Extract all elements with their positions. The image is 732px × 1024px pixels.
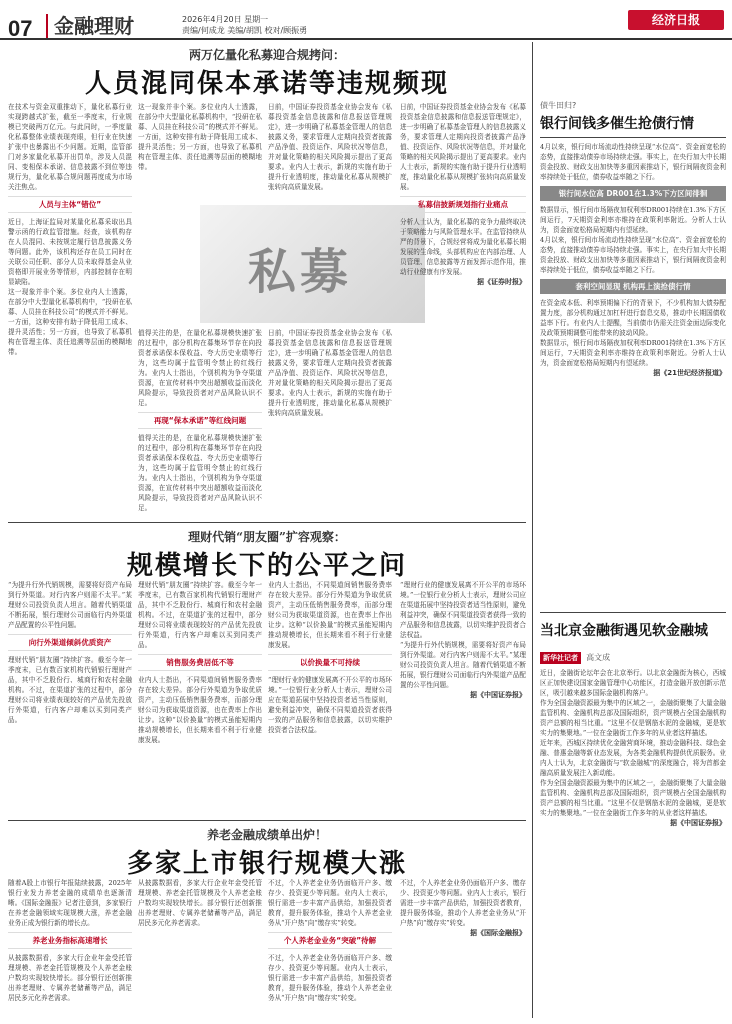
article-byline: 据《21世纪经济报道》 bbox=[653, 369, 726, 377]
article-paragraph: 理财代销“朋友圈”持续扩容。截至今年一季度末，已有数百家机构代销银行理财产品，其中不乏股份行、城商行和农村金融机构。不过，在渠道扩张的过程中，部分理财公司将业绩表现较好的产品优先投放行外渠道，行内客户却难以买到同类产品。 bbox=[8, 656, 132, 724]
article-column bbox=[400, 102, 526, 518]
section-heading: 私募信披新规划指行业痛点 bbox=[400, 196, 526, 213]
article-kicker: 债牛田归? bbox=[540, 101, 577, 110]
section-heading: 养老业务指标高速增长 bbox=[8, 932, 132, 949]
article-paragraph: 近日，上海证监局对某量化私募采取出具警示函的行政监管措施。经查，该机构存在人员混同、未按规定履行信息披露义务等问题。此外，该机构还存在员工同时在关联公司任职、部分人员未取得基金从业资格即开展业务等情形，内部控制存在明显缺陷。 bbox=[8, 218, 132, 286]
article-paragraph: “理财行业的健康发展离不开公平的市场环境。”一位银行业分析人士表示，理财公司应在渠道拓展中坚持投资者适当性原则，避免利益冲突，确保不同渠道投资者获得一致的产品服务和信息披露，以切实维护投资者合法权益。 bbox=[400, 581, 526, 639]
article-paragraph: 随着A股上市银行年报陆续披露，2025年银行业发力养老金融的成绩单也逐渐清晰。《国际金融报》记者注意到，多家银行在养老金融领域实现规模大涨，养老金融业务正成为银行新的增长点。 bbox=[8, 879, 132, 927]
article-column bbox=[540, 668, 726, 828]
article-subtitle: 养老金融成绩单出炉！ bbox=[206, 828, 327, 842]
article-paragraph: 数据显示，银行间市场隔夜加权利率DR001持续在1.3%下方区间运行，7天期资金利率亦维持在政策利率附近。分析人士认为，资金面宽松格局短期内有望延续。 bbox=[540, 206, 726, 234]
article-paragraph: 不过，个人养老金业务仍面临开户多、缴存少、投资更少等问题。业内人士表示，银行需进一步丰富产品供给，加强投资者教育，提升服务体验，推动个人养老金业务从“开户热”向“缴存实”转变。 bbox=[268, 879, 392, 927]
article-subtitle: 理财代销“朋友圈”扩容观察： bbox=[188, 530, 346, 544]
article-paragraph: “为提升行外代销规模，需要将好资产布局到行外渠道。对行内客户则需不太平。”某理财公司投资负责人坦言。随着代销渠道不断拓展，银行理财公司面临行内外渠道产品配置的公平性问题。 bbox=[400, 641, 526, 689]
article-photo bbox=[200, 205, 425, 323]
article-paragraph: 4月以来，银行间市场流动性持续呈现“水位高”、资金面宽松的态势，直接推动债券市场持续走强。事实上，在央行加大中长期资金投放、财政支出加快等多重因素推动下，银行间隔夜资金利率持续处于低位，债券收益率随之下行。 bbox=[540, 143, 726, 181]
article-headline: 规模增长下的公平之问 bbox=[126, 551, 407, 581]
issue-meta bbox=[182, 14, 307, 36]
article-headline: 当北京金融街遇见软金融城 bbox=[540, 623, 708, 639]
article-column bbox=[8, 878, 132, 1020]
right-article-financial-street bbox=[540, 618, 726, 1018]
section-heading: 银行间水位高 DR001在1.3%下方区间徘徊 bbox=[540, 186, 726, 201]
section-heading: 套利空间显现 机构再上演抢债行情 bbox=[540, 279, 726, 294]
section-heading: 人员与主体“错位” bbox=[8, 196, 132, 213]
article-paragraph: 这一现象并非个案。多位业内人士透露，在部分中大型量化私募机构中，“投研在私募、人员挂在科技公司”的模式并不鲜见。一方面，这种安排有助于降低用工成本、提升灵活性；另一方面，也导致了私募机构在管理主体、责任追溯等层面的模糊地带。 bbox=[8, 288, 132, 356]
article-divider bbox=[8, 522, 526, 523]
section-heading: 以价换量不可持续 bbox=[268, 654, 392, 671]
article-headline: 多家上市银行规模大涨 bbox=[126, 849, 407, 879]
article-paragraph: 不过，个人养老金业务仍面临开户多、缴存少、投资更少等问题。业内人士表示，银行需进一步丰富产品供给，加强投资者教育，提升服务体验，推动个人养老金业务从“开户热”向“缴存实”转变。 bbox=[400, 879, 526, 927]
photo-caption-text: 私募 bbox=[248, 244, 353, 300]
section-heading: 向行外渠道倾斜优质资产 bbox=[8, 634, 132, 651]
article-paragraph: 近年来，西城区持续优化金融营商环境，推动金融科技、绿色金融、普惠金融等新业态发展，为各类金融机构提供优质服务。业内人士认为，北京金融街与“软金融城”的深度融合，将为首都金融高质量发展注入新动能。 bbox=[540, 739, 726, 777]
headline-rule bbox=[540, 137, 726, 138]
article-paragraph: 业内人士指出，不同渠道间销售服务费率存在较大差异。部分行外渠道为争取优质资产，主动压低销售服务费率，而部分理财公司为获取渠道资源，也在费率上作出让步。这种“以价换量”的模式虽能短期内推动规模增长，但长期来看不利于行业健康发展。 bbox=[138, 676, 262, 744]
article-byline: 据《中国证券报》 bbox=[670, 819, 726, 827]
column-divider bbox=[532, 42, 533, 1018]
author-tag: 新华社记者 bbox=[540, 652, 581, 664]
article-column bbox=[138, 102, 262, 202]
newspaper-logo: 经济日报 bbox=[628, 10, 724, 30]
page-header bbox=[0, 0, 732, 40]
article-private-fund bbox=[8, 46, 526, 99]
section-heading: 个人养老金业务“突破”待解 bbox=[268, 932, 392, 949]
issue-date: 2026年4月20日 星期一 bbox=[182, 15, 269, 24]
article-paragraph: 在技术与资金双重推动下，量化私募行业实现跨越式扩张，截至一季度末，行业规模已突破两万亿元。与此同时，一季度量化私募整体业绩表现亮眼，但行业在快速扩张中也暴露出不少问题。近期，监管部门对多家量化私募开出罚单，涉及人员混同、变相保本承诺、信息披露不到位等违规行为，量化私募合规问题再度成为市场关注焦点。 bbox=[8, 103, 132, 191]
article-column bbox=[8, 102, 132, 518]
article-paragraph: “理财行业的健康发展离不开公平的市场环境。”一位银行业分析人士表示，理财公司应在渠道拓展中坚持投资者适当性原则，避免利益冲突，确保不同渠道投资者获得一致的产品服务和信息披露，以切实维护投资者合法权益。 bbox=[268, 676, 392, 734]
article-paragraph: 日前，中国证券投资基金业协会发布《私募投资基金信息披露和信息报送管理规定》，进一步明确了私募基金管理人的信息披露义务，要求管理人定期向投资者披露产品净值、投资运作、风险状况等信息，并对量化策略的相关风险揭示提出了更高要求。业内人士表示，新规的实施有助于提升行业透明度，推动量化私募从规模扩张转向高质量发展。 bbox=[400, 103, 526, 191]
article-paragraph: 在资金成本低、利率预期偏下行的背景下，不少机构加大债券配置力度，部分机构通过加杠杆进行套息交易，推动中长期国债收益率下行。有业内人士提醒，当前债市仍需关注资金面边际变化及政策预期调整可能带来的波动风险。 bbox=[540, 299, 726, 337]
article-headline: 人员混同保本承诺等违规频现 bbox=[84, 69, 449, 99]
article-pension-finance bbox=[8, 826, 526, 879]
article-column bbox=[400, 878, 526, 1020]
article-paragraph: 从披露数据看，多家大行企业年金受托管理规模、养老金托管规模及个人养老金账户数均实现较快增长。部分银行还创新推出养老理财、专属养老储蓄等产品，满足居民多元化养老需求。 bbox=[8, 954, 132, 1002]
article-column bbox=[138, 878, 262, 1020]
article-author: 高文成 bbox=[586, 653, 611, 662]
article-paragraph: 值得关注的是，在量化私募规模快速扩张的过程中，部分机构在募集环节存在向投资者承诺保本保收益、夸大历史业绩等行为，这些均属于监管明令禁止的红线行为。业内人士指出，个别机构为争夺渠道资源，在宣传材料中突出超额收益而淡化风险提示，导致投资者对产品风险认识不足。 bbox=[138, 434, 262, 512]
article-paragraph: 值得关注的是，在量化私募规模快速扩张的过程中，部分机构在募集环节存在向投资者承诺保本保收益、夸大历史业绩等行为，这些均属于监管明令禁止的红线行为。业内人士指出，个别机构为争夺渠道资源，在宣传材料中突出超额收益而淡化风险提示，导致投资者对产品风险认识不足。 bbox=[138, 329, 262, 407]
article-column bbox=[138, 580, 262, 816]
article-subtitle: 两万亿量化私募迎合规拷问： bbox=[188, 48, 345, 62]
article-paragraph: 不过，个人养老金业务仍面临开户多、缴存少、投资更少等问题。业内人士表示，银行需进一步丰富产品供给，加强投资者教育，提升服务体验，推动个人养老金业务从“开户热”向“缴存实”转变。 bbox=[268, 954, 392, 1002]
section-title: 金融理财 bbox=[46, 14, 140, 38]
article-headline: 银行间钱多催生抢债行情 bbox=[540, 116, 694, 132]
article-column bbox=[268, 580, 392, 816]
article-column bbox=[268, 328, 392, 518]
article-column bbox=[268, 102, 392, 198]
section-heading: 再现“保本承诺”等红线问题 bbox=[138, 412, 262, 429]
article-wealth-management bbox=[8, 528, 526, 581]
article-divider bbox=[540, 612, 726, 613]
article-paragraph: 作为全国金融资源最为集中的区域之一，金融街聚集了大量金融监管机构、金融机构总部及国际组织，资产规模占全国金融机构资产总额的相当比重。“这里不仅是钢筋水泥的金融城，更是软实力的集聚地。”一位在金融街工作多年的从业者这样描述。 bbox=[540, 699, 726, 737]
article-column bbox=[138, 328, 262, 518]
article-byline: 据《国际金融报》 bbox=[470, 929, 526, 937]
article-column bbox=[400, 580, 526, 816]
section-heading: 销售服务费居低不等 bbox=[138, 654, 262, 671]
article-divider bbox=[8, 820, 526, 821]
article-paragraph: “为提升行外代销规模，需要将好资产布局到行外渠道。对行内客户则需不太平。”某理财公司投资负责人坦言。随着代销渠道不断拓展，银行理财公司面临行内外渠道产品配置的公平性问题。 bbox=[8, 581, 132, 629]
article-paragraph: 理财代销“朋友圈”持续扩容。截至今年一季度末，已有数百家机构代销银行理财产品，其中不乏股份行、城商行和农村金融机构。不过，在渠道扩张的过程中，部分理财公司将业绩表现较好的产品优先投放行外渠道，行内客户却难以买到同类产品。 bbox=[138, 581, 262, 649]
article-paragraph: 业内人士指出，不同渠道间销售服务费率存在较大差异。部分行外渠道为争取优质资产，主动压低销售服务费率，而部分理财公司为获取渠道资源，也在费率上作出让步。这种“以价换量”的模式虽能短期内推动规模增长，但长期来看不利于行业健康发展。 bbox=[268, 581, 392, 649]
article-column bbox=[268, 878, 392, 1020]
article-byline: 据《证券时报》 bbox=[477, 278, 526, 286]
article-paragraph: 作为全国金融资源最为集中的区域之一，金融街聚集了大量金融监管机构、金融机构总部及国际组织，资产规模占全国金融机构资产总额的相当比重。“这里不仅是钢筋水泥的金融城，更是软实力的集聚地。”一位在金融街工作多年的从业者这样描述。 bbox=[540, 779, 726, 817]
article-paragraph: 从披露数据看，多家大行企业年金受托管理规模、养老金托管规模及个人养老金账户数均实现较快增长。部分银行还创新推出养老理财、专属养老储蓄等产品，满足居民多元化养老需求。 bbox=[138, 879, 262, 927]
issue-editors: 责编/何成龙 美编/胡凯 校对/顾振勇 bbox=[182, 26, 308, 35]
article-paragraph: 4月以来，银行间市场流动性持续呈现“水位高”、资金面宽松的态势，直接推动债券市场持续走强。事实上，在央行加大中长期资金投放、财政支出加快等多重因素推动下，银行间隔夜资金利率持续处于低位，债券收益率随之下行。 bbox=[540, 236, 726, 274]
page-number: 07 bbox=[8, 16, 33, 41]
article-column bbox=[540, 142, 726, 378]
article-paragraph: 日前，中国证券投资基金业协会发布《私募投资基金信息披露和信息报送管理规定》，进一步明确了私募基金管理人的信息披露义务，要求管理人定期向投资者披露产品净值、投资运作、风险状况等信息，并对量化策略的相关风险揭示提出了更高要求。业内人士表示，新规的实施有助于提升行业透明度，推动量化私募从规模扩张转向高质量发展。 bbox=[268, 329, 392, 417]
article-paragraph: 近日，金融街论坛年会在北京举行。以北京金融街为核心，西城区正加快建设国家金融管理中心功能区，打造金融开放创新示范区，吸引越来越多国际金融机构落户。 bbox=[540, 669, 726, 697]
article-paragraph: 这一现象并非个案。多位业内人士透露，在部分中大型量化私募机构中，“投研在私募、人员挂在科技公司”的模式并不鲜见。一方面，这种安排有助于降低用工成本、提升灵活性；另一方面，也导致了私募机构在管理主体、责任追溯等层面的模糊地带。 bbox=[138, 103, 262, 171]
right-article-bond bbox=[540, 100, 726, 608]
article-paragraph: 分析人士认为，量化私募的竞争力最终取决于策略能力与风险管理水平。在监管持续从严的背景下，合规经营将成为量化私募长期发展的生命线，头部机构应在内部治理、人员管理、信息披露等方面发挥示范作用，推动行业健康有序发展。 bbox=[400, 218, 526, 276]
article-paragraph: 数据显示，银行间市场隔夜加权利率DR001持续在1.3%下方区间运行，7天期资金利率亦维持在政策利率附近。分析人士认为，资金面宽松格局短期内有望延续。 bbox=[540, 339, 726, 367]
article-paragraph: 日前，中国证券投资基金业协会发布《私募投资基金信息披露和信息报送管理规定》，进一步明确了私募基金管理人的信息披露义务，要求管理人定期向投资者披露产品净值、投资运作、风险状况等信息，并对量化策略的相关风险揭示提出了更高要求。业内人士表示，新规的实施有助于提升行业透明度，推动量化私募从规模扩张转向高质量发展。 bbox=[268, 103, 392, 191]
article-column bbox=[8, 580, 132, 816]
article-byline: 据《中国证券报》 bbox=[470, 691, 526, 699]
